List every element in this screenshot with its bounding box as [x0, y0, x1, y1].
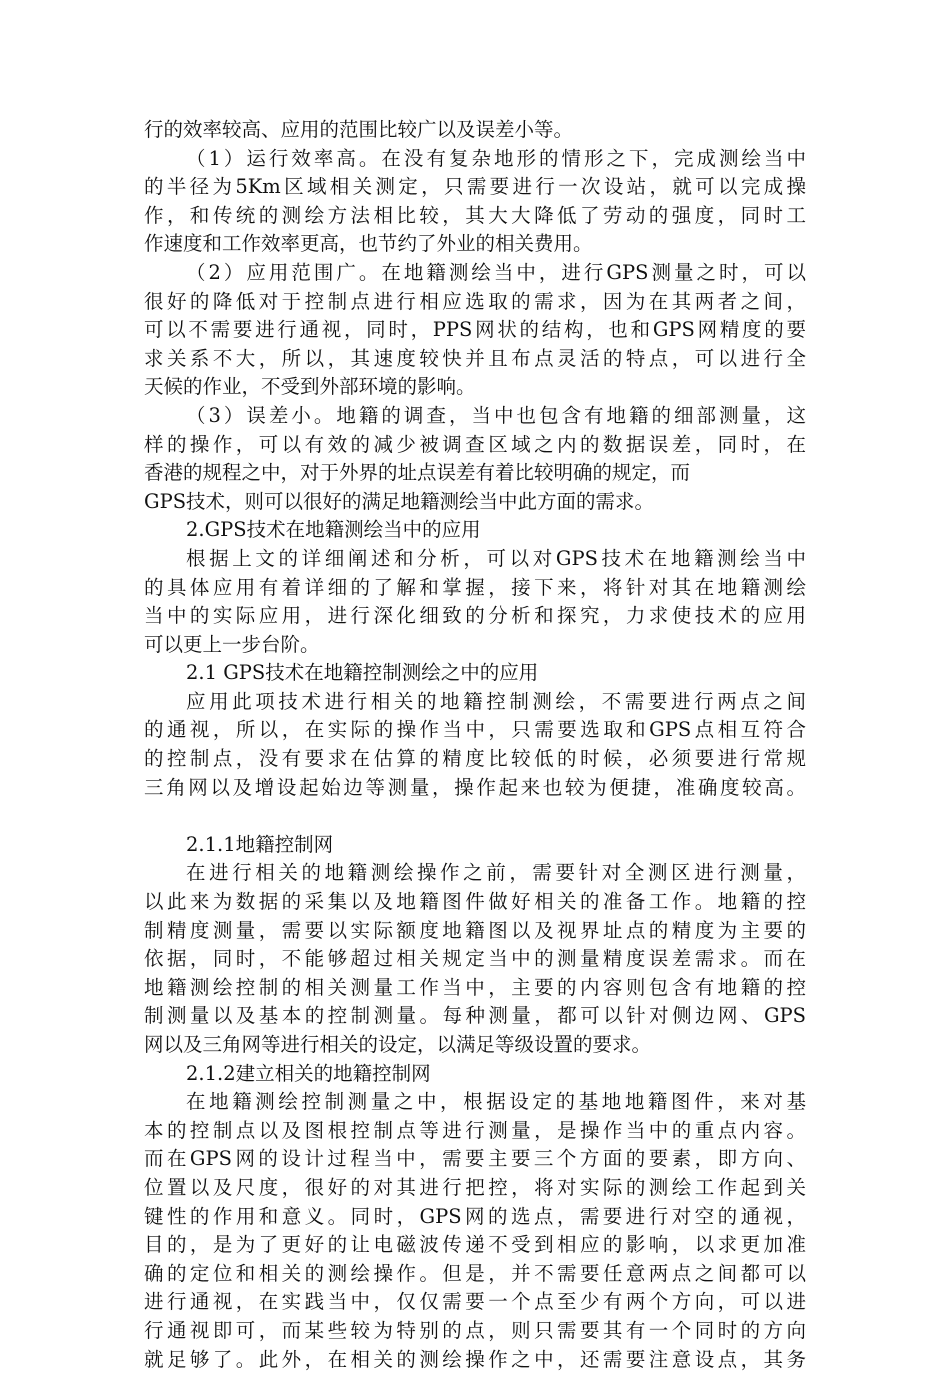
text-line: 可以不需要进行通视，同时，PPS网状的结构，也和GPS网精度的要 — [144, 318, 806, 342]
text-line: 位置以及尺度，很好的对其进行把控，将对实际的测绘工作起到关 — [144, 1175, 806, 1199]
subsection-heading: 2.1.1地籍控制网 — [186, 832, 334, 856]
blank-line — [144, 802, 806, 831]
text-line: 作，和传统的测绘方法相比较，其大大降低了劳动的强度，同时工 — [144, 203, 806, 227]
subsection-heading: 2.1 GPS技术在地籍控制测绘之中的应用 — [186, 661, 539, 685]
text-line: 的通视，所以，在实际的操作当中，只需要选取和GPS点相互符合 — [144, 718, 806, 742]
text-line: GPS技术，则可以很好的满足地籍测绘当中此方面的需求。 — [144, 489, 655, 513]
text-line: 的控制点，没有要求在估算的精度比较低的时候，必须要进行常规 — [144, 747, 806, 771]
section-heading: 2.GPS技术在地籍测绘当中的应用 — [186, 518, 481, 542]
text-line: 很好的降低对于控制点进行相应选取的需求，因为在其两者之间， — [144, 289, 806, 313]
text-line: 地籍测绘控制的相关测量工作当中，主要的内容则包含有地籍的控 — [144, 975, 806, 999]
text-line: 天候的作业，不受到外部环境的影响。 — [144, 375, 476, 399]
text-line: 在地籍测绘控制测量之中，根据设定的基地地籍图件，来对基 — [186, 1090, 806, 1114]
text-line: 可以更上一步台阶。 — [144, 632, 320, 656]
text-line: 制测量以及基本的控制测量。每种测量，都可以针对侧边网、GPS — [144, 1004, 806, 1028]
text-line: 应用此项技术进行相关的地籍控制测绘，不需要进行两点之间 — [186, 689, 806, 713]
text-line: 的半径为5Km区域相关测定，只需要进行一次设站，就可以完成操 — [144, 175, 806, 199]
text-line: 香港的规程之中，对于外界的址点误差有着比较明确的规定，而 — [144, 461, 691, 485]
text-line: 确的定位和相关的测绘操作。但是，并不需要任意两点之间都可以 — [144, 1261, 806, 1285]
text-line: 当中的实际应用，进行深化细致的分析和探究，力求使技术的应用 — [144, 604, 806, 628]
body-text — [144, 116, 806, 1374]
text-line: 网以及三角网等进行相关的设定，以满足等级设置的要求。 — [144, 1033, 652, 1056]
text-line: 本的控制点以及图根控制点等进行测量，是操作当中的重点内容。 — [144, 1118, 806, 1142]
text-line: 以此来为数据的采集以及地籍图件做好相关的准备工作。地籍的控 — [144, 890, 806, 914]
text-line: 求关系不大，所以，其速度较快并且布点灵活的特点，可以进行全 — [144, 346, 806, 370]
text-line: 样的操作，可以有效的减少被调查区域之内的数据误差，同时，在 — [144, 432, 806, 456]
text-line: 制精度测量，需要以实际额度地籍图以及视界址点的精度为主要的 — [144, 918, 806, 942]
text-line: 而在GPS网的设计过程当中，需要主要三个方面的要素，即方向、 — [144, 1147, 806, 1171]
text-line: 三角网以及增设起始边等测量，操作起来也较为便捷，准确度较高。 — [144, 775, 806, 799]
text-line: 作速度和工作效率更高，也节约了外业的相关费用。 — [144, 232, 593, 256]
text-line: 目的，是为了更好的让电磁波传递不受到相应的影响，以求更加准 — [144, 1233, 806, 1257]
text-line: 键性的作用和意义。同时，GPS网的选点，需要进行对空的通视， — [144, 1204, 806, 1228]
text-line: 在进行相关的地籍测绘操作之前，需要针对全测区进行测量， — [186, 861, 806, 885]
text-line: 的具体应用有着详细的了解和掌握，接下来，将针对其在地籍测绘 — [144, 575, 806, 599]
text-line: 根据上文的详细阐述和分析，可以对GPS技术在地籍测绘当中 — [186, 546, 806, 570]
text-line: 依据，同时，不能够超过相关规定当中的测量精度误差需求。而在 — [144, 947, 806, 971]
text-line: 行通视即可，而某些较为特别的点，则只需要其有一个同时的方向 — [144, 1318, 806, 1342]
text-line: （1）运行效率高。在没有复杂地形的情形之下，完成测绘当中 — [186, 146, 806, 170]
text-line: 行的效率较高、应用的范围比较广以及误差小等。 — [144, 118, 574, 141]
text-line: 进行通视，在实践当中，仅仅需要一个点至少有两个方向，可以进 — [144, 1290, 806, 1314]
subsection-heading: 2.1.2建立相关的地籍控制网 — [186, 1061, 431, 1085]
text-line: 就足够了。此外，在相关的测绘操作之中，还需要注意设点，其务 — [144, 1347, 806, 1371]
text-line: （3）误差小。地籍的调查，当中也包含有地籍的细部测量，这 — [186, 403, 806, 427]
text-line: （2）应用范围广。在地籍测绘当中，进行GPS测量之时，可以 — [186, 260, 806, 284]
